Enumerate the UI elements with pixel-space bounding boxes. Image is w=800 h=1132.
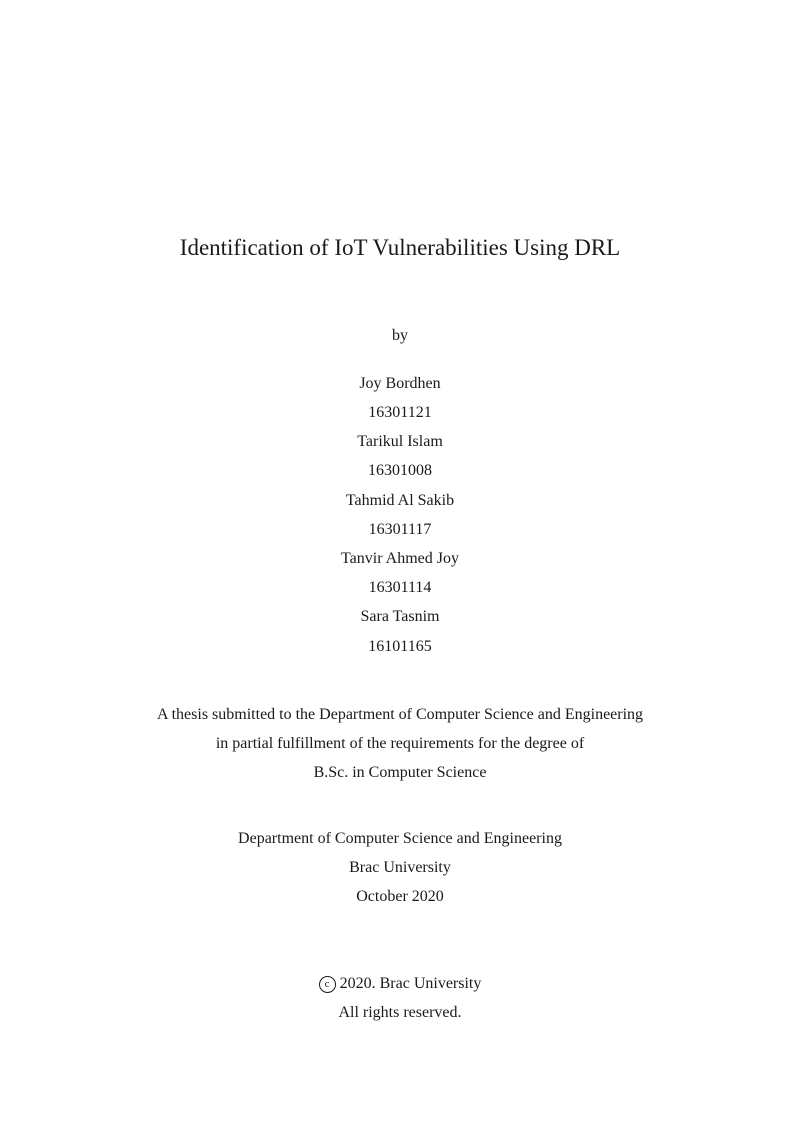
- author-name: Tanvir Ahmed Joy: [341, 550, 459, 567]
- by-label: by: [392, 327, 408, 344]
- author-id: 16301117: [368, 521, 432, 538]
- author-id: 16101165: [368, 638, 432, 655]
- author-id: 16301008: [368, 462, 432, 479]
- rights-reserved: All rights reserved.: [338, 1004, 462, 1021]
- author-name: Tahmid Al Sakib: [345, 492, 455, 509]
- author-name: Tarikul Islam: [357, 433, 443, 450]
- submission-date: October 2020: [356, 888, 444, 905]
- author-name: Sara Tasnim: [360, 608, 440, 625]
- university-name: Brac University: [349, 859, 451, 876]
- author-id: 16301114: [368, 579, 432, 596]
- author-id: 16301121: [368, 404, 432, 421]
- submission-line-1: A thesis submitted to the Department of Computer Science and Engineering: [156, 706, 644, 723]
- copyright-icon: c: [319, 976, 336, 993]
- submission-line-2: in partial fulfillment of the requirements for the degree of: [215, 735, 585, 752]
- submission-degree: B.Sc. in Computer Science: [313, 764, 487, 781]
- author-name: Joy Bordhen: [359, 375, 441, 392]
- department-name: Department of Computer Science and Engineering: [238, 830, 562, 847]
- thesis-title: Identification of IoT Vulnerabilities Using DRL: [179, 235, 621, 260]
- copyright-text: 2020. Brac University: [339, 975, 482, 992]
- copyright-line: [0, 974, 800, 994]
